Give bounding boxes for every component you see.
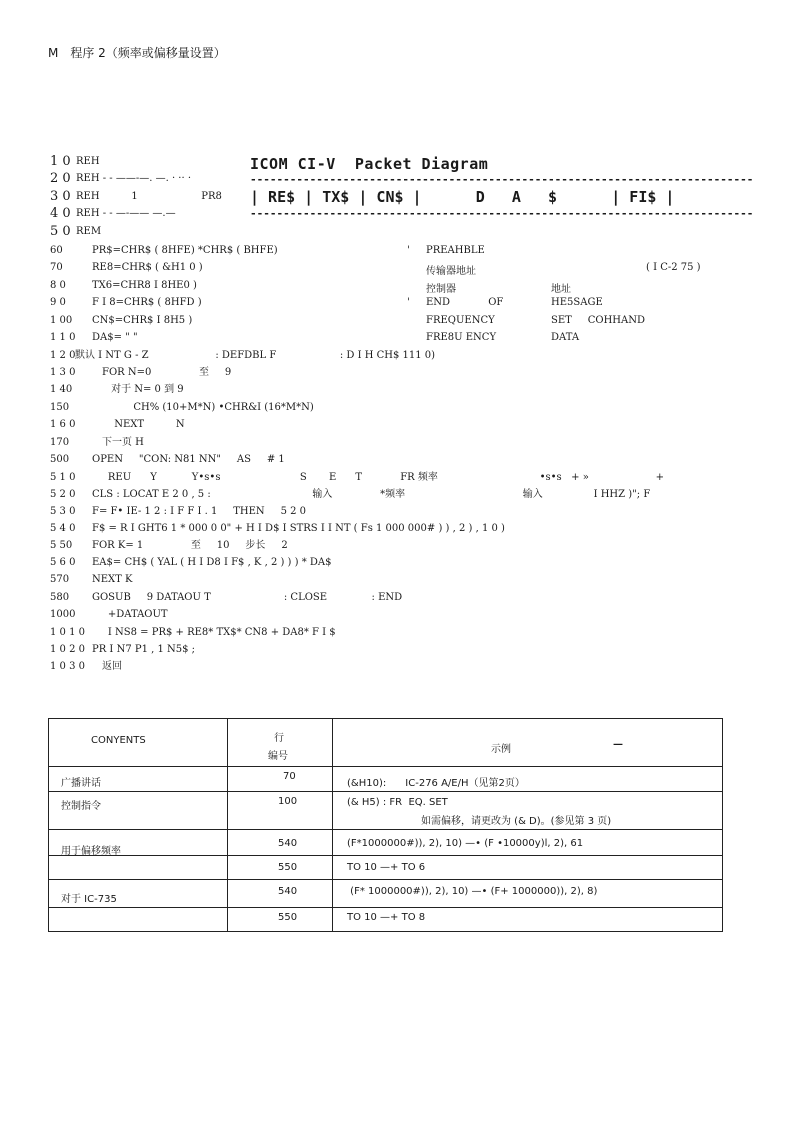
row-example: (F*1000000#)), 2), 10) —• (F •10000y)l, 2), 61: [347, 838, 584, 849]
line-number: 9 0: [50, 297, 66, 308]
code-text: PR I N7 P1 , 1 N5$ ;: [92, 644, 196, 655]
row-line-no: 70: [283, 771, 296, 782]
comment-text: PREAHBLE: [426, 245, 485, 256]
header-line-no-2: 编号: [268, 751, 288, 762]
line-number: 1 40: [50, 384, 73, 395]
line-number: 1 2 0: [50, 350, 76, 361]
row-line-no: 550: [278, 912, 298, 923]
code-text: NEXT N: [92, 419, 185, 430]
row-label: 控制指令: [61, 801, 101, 812]
line-number: 1 0 3 0: [50, 661, 85, 672]
row-example-note: 如需偏移，请更改为 (& D)。(参见第 3 页): [421, 816, 612, 827]
code-text: REH - - —-—— —.—: [76, 208, 176, 219]
line-number: 170: [50, 437, 70, 448]
code-text: GOSUB 9 DATAOU T : CLOSE : END: [92, 592, 403, 603]
code-text: REM: [76, 226, 102, 237]
table-row: [49, 767, 723, 792]
comment-text: END OF: [426, 297, 504, 308]
comment-text-2: SET COHHAND: [551, 315, 645, 326]
code-text: CN$=CHR$ I 8H5 ): [92, 315, 193, 326]
table-row: [49, 856, 723, 880]
line-number: 1 0 2 0: [50, 644, 85, 655]
contents-table: [48, 718, 723, 932]
packet-diagram-top-border: ----------------------------------------------------------------------------: [250, 173, 754, 186]
comment-text-2: DATA: [551, 332, 580, 343]
code-text: REH - - ——-—. —. · ·· ·: [76, 173, 192, 184]
header-dash: —: [613, 739, 623, 750]
row-label: 对于 IC-735: [61, 894, 117, 905]
row-line-no: 540: [278, 886, 298, 897]
line-number: 580: [50, 592, 70, 603]
comment-text-2: 地址: [551, 284, 571, 295]
line-number: 70: [50, 262, 63, 273]
code-text: FOR N=0 至 9: [102, 367, 232, 378]
code-text: CH% (10+M*N) •CHR&I (16*M*N): [92, 402, 314, 413]
line-number: 570: [50, 574, 70, 585]
line-number: 1 6 0: [50, 419, 76, 430]
code-text: F= F• IE- 1 2 : I F F I . 1 THEN 5 2 0: [92, 506, 307, 517]
line-number: 5 6 0: [50, 557, 76, 568]
line-number: 1 1 0: [50, 332, 76, 343]
code-text: DA$= " ": [92, 332, 138, 343]
row-example: (&H10): IC-276 A/E/H（见第2页）: [347, 778, 525, 789]
row-line-no: 550: [278, 862, 298, 873]
header-line-no-1: 行: [274, 733, 284, 744]
code-text: FOR K= 1 至 10 步长 2: [92, 540, 288, 551]
code-text: RE8=CHR$ ( &H1 0 ): [92, 262, 203, 273]
line-number: 1000: [50, 609, 76, 620]
comment-text: FRE8U ENCY: [426, 332, 497, 343]
comment-mark: ': [407, 245, 410, 256]
line-number: 2 0: [50, 171, 71, 186]
code-text: REH 1 PR8: [76, 191, 222, 202]
line-number: 5 2 0: [50, 489, 76, 500]
table-header-row: [49, 719, 723, 767]
comment-mark: ': [407, 297, 410, 308]
line-number: 1 0 1 0: [50, 627, 85, 638]
code-text: F$ = R I GHT6 1 * 000 0 0" + H I D$ I STRS I I NT ( Fs 1 000 000# ) ) , 2 ) , 1 0 ): [92, 523, 505, 534]
comment-text: FREQUENCY: [426, 315, 495, 326]
table-row: [49, 880, 723, 908]
line-number: 8 0: [50, 280, 66, 291]
code-text: REH: [76, 156, 100, 167]
row-line-no: 540: [278, 838, 298, 849]
code-text: TX6=CHR8 I 8HE0 ): [92, 280, 197, 291]
table-row: [49, 830, 723, 856]
line-number: 5 1 0: [50, 472, 76, 483]
packet-diagram-title: ICOM CI-V Packet Diagram: [250, 155, 489, 173]
code-text: 返回: [102, 661, 122, 672]
code-text: NEXT K: [92, 574, 133, 585]
table-row: [49, 908, 723, 932]
row-example: TO 10 —+ TO 6: [347, 862, 426, 873]
comment-text-3: ( I C-2 75 ): [646, 262, 701, 273]
code-text: PR$=CHR$ ( 8HFE) *CHR$ ( BHFE): [92, 245, 278, 256]
row-line-no: 100: [278, 796, 298, 807]
code-text: I NS8 = PR$ + RE8* TX$* CN8 + DA8* F I $: [92, 627, 336, 638]
packet-diagram-fields: | RE$ | TX$ | CN$ | D A $ | FI$ |: [250, 188, 675, 206]
header-example: 示例: [491, 744, 511, 755]
comment-text: 传输器地址: [426, 266, 476, 277]
code-text: +DATAOUT: [92, 609, 168, 620]
code-text: 下一页 H: [102, 437, 144, 448]
line-number: 1 0: [50, 154, 71, 169]
line-number: 150: [50, 402, 70, 413]
code-text: OPEN "CON: N81 NN" AS # 1: [92, 454, 285, 465]
row-label: 广播讲话: [61, 778, 101, 789]
code-text: F I 8=CHR$ ( 8HFD ): [92, 297, 202, 308]
row-example: TO 10 —+ TO 8: [347, 912, 426, 923]
packet-diagram-bottom-border: ----------------------------------------------------------------------------: [250, 207, 754, 220]
line-number: 5 4 0: [50, 523, 76, 534]
row-label: 用于偏移频率: [61, 846, 121, 857]
code-text: CLS : LOCAT E 2 0 , 5 : 输入 *频率 输入 I HHZ )"; F: [92, 489, 651, 500]
line-number: 1 00: [50, 315, 73, 326]
line-number: 1 3 0: [50, 367, 76, 378]
line-number: 60: [50, 245, 63, 256]
line-number: 5 50: [50, 540, 73, 551]
code-text: EA$= CH$ ( YAL ( H I D8 I F$ , K , 2 ) ) ) * DA$: [92, 557, 332, 568]
comment-text-2: HE5SAGE: [551, 297, 603, 308]
code-text: 对于 N= 0 到 9: [92, 384, 184, 395]
page-header: M 程序 2（频率或偏移量设置）: [48, 46, 226, 60]
comment-text: 控制器: [426, 284, 456, 295]
row-example: (& H5) : FR EQ. SET: [347, 797, 448, 808]
line-number: 500: [50, 454, 70, 465]
code-text: REU Y Y•s•s S E T FR 频率 •s•s + » +: [92, 472, 664, 483]
code-text: 默认 I NT G - Z : DEFDBL F : D I H CH$ 111 0): [75, 350, 436, 361]
row-example: (F* 1000000#)), 2), 10) —• (F+ 1000000)), 2), 8): [347, 886, 598, 897]
header-contents: CONYENTS: [91, 735, 146, 746]
line-number: 5 0: [50, 224, 71, 239]
line-number: 3 0: [50, 189, 71, 204]
table-row: [49, 792, 723, 830]
line-number: 5 3 0: [50, 506, 76, 517]
line-number: 4 0: [50, 206, 71, 221]
